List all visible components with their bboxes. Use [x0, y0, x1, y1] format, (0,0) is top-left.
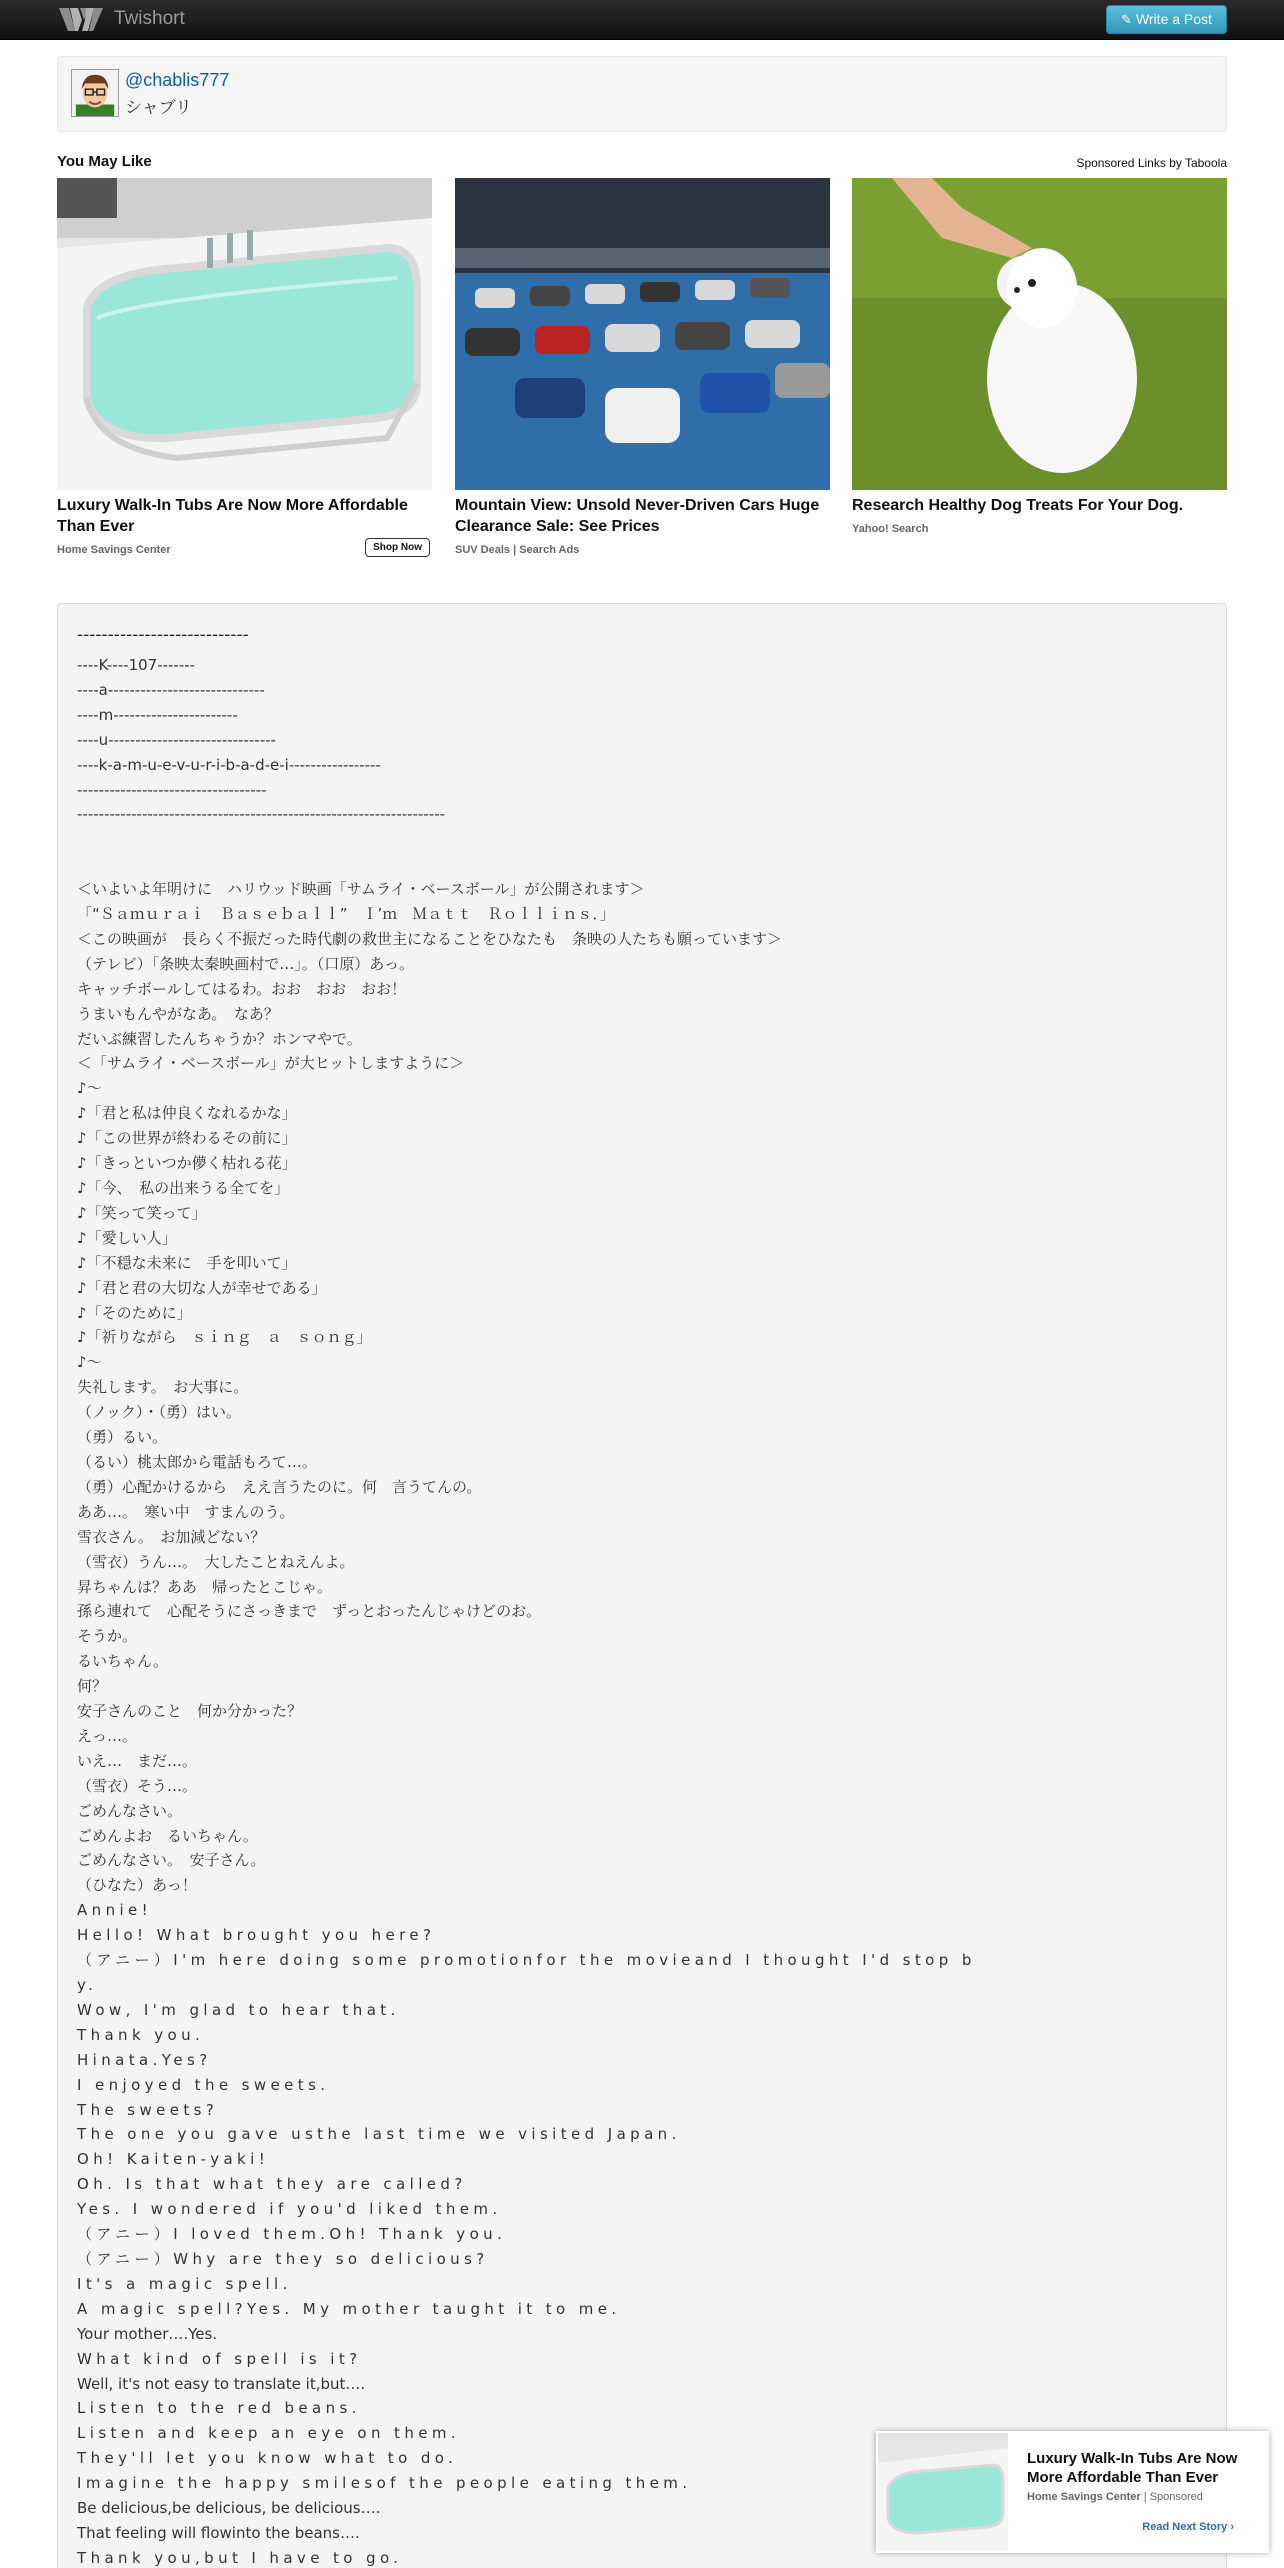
- post-line: y.: [77, 1976, 98, 1994]
- post-line: ♪「きっといつか儚く枯れる花」: [77, 1154, 297, 1173]
- post-line: 昇ちゃんは？ああ 帰ったとこじゃ。: [77, 1577, 333, 1596]
- post-line: 雪衣さん。 お加減どない？: [77, 1527, 266, 1546]
- post-line: ----m-----------------------: [77, 705, 238, 724]
- post-line: Yes. I wondered if you'd liked them.: [77, 2200, 502, 2219]
- post-line: ----a-----------------------------: [77, 680, 265, 699]
- floating-ad-title[interactable]: Luxury Walk-In Tubs Are Now More Affordable Than Ever: [1027, 2450, 1238, 2486]
- dog-image[interactable]: [852, 178, 1227, 490]
- shop-now-button[interactable]: Shop Now: [365, 538, 430, 557]
- post-line: ♪～: [77, 1079, 102, 1098]
- author-box: [57, 56, 1227, 132]
- post-line: ♪「この世界が終わるその前に」: [77, 1129, 297, 1148]
- post-line: That feeling will flowinto the beans….: [77, 2523, 360, 2542]
- post-line: Thank you,but I have to go.: [77, 2548, 403, 2567]
- post-line: ＜この映画が 長らく不振だった時代劇の救世主になることをひなたも 条映の人たちも願っています＞: [77, 929, 783, 948]
- post-line: [77, 852, 1207, 877]
- post-line: ＜いよいよ年明けに ハリウッド映画「サムライ・ベースボール」が公開されます＞: [77, 880, 645, 899]
- post-header-line: ----------------------------: [77, 625, 249, 645]
- post-line: （雪衣）そう…。: [77, 1776, 198, 1795]
- recommend-heading: You May Like: [57, 153, 152, 170]
- cars-image[interactable]: [455, 178, 830, 490]
- post-line: ♪「祈りながら ｓｉｎｇ ａ ｓｏｎｇ」: [77, 1328, 372, 1347]
- post-line: そうか。: [77, 1627, 138, 1646]
- post-line: 何？: [77, 1677, 108, 1696]
- post-line: -----------------------------------: [77, 780, 267, 799]
- post-line: だいぶ練習したんちゃうか？ホンマやで。: [77, 1029, 362, 1048]
- write-post-label: Write a Post: [1135, 11, 1212, 27]
- post-line: Listen and keep an eye on them.: [77, 2424, 461, 2443]
- sponsored-links-label[interactable]: Sponsored Links by Taboola: [1076, 156, 1227, 170]
- post-line: ♪「君と私は仲良くなれるかな」: [77, 1104, 297, 1123]
- brand-name[interactable]: Twishort: [114, 8, 185, 29]
- post-line: キャッチボールしてはるわ。おお おお おお！: [77, 979, 407, 998]
- floating-ad-image[interactable]: [878, 2433, 1008, 2551]
- post-line: ♪「そのために」: [77, 1303, 192, 1322]
- card-source: SUV Deals | Search Ads: [455, 544, 580, 556]
- post-line: Oh. Is that what they are called?: [77, 2175, 467, 2194]
- floating-ad-source-name: Home Savings Center: [1027, 2491, 1141, 2503]
- post-line: ----K----107-------: [77, 656, 196, 674]
- post-line: ♪「今、 私の出来うる全てを」: [77, 1179, 290, 1197]
- post-line: （アニー）Why are they so delicious?: [77, 2249, 489, 2268]
- read-next-story-link[interactable]: Read Next Story ›: [1142, 2521, 1234, 2533]
- post-line: Well, it's not easy to translate it,but….: [77, 2374, 366, 2393]
- top-navbar: [0, 0, 1284, 40]
- post-line: 孫ら連れて 心配そうにさっきまで ずっとおったんじゃけどのお。: [77, 1602, 542, 1621]
- post-line: [77, 827, 1207, 852]
- post-line: Oh! Kaiten-yaki!: [77, 2150, 270, 2169]
- write-post-button[interactable]: [1106, 5, 1227, 34]
- card-source: Yahoo! Search: [852, 523, 929, 535]
- post-line: It's a magic spell.: [77, 2274, 292, 2293]
- post-line: （勇）心配かけるから ええ言うたのに。何 言うてんの。: [77, 1477, 482, 1496]
- post-line: （ノック）・（勇）はい。: [77, 1403, 241, 1422]
- floating-ad-source: Home Savings Center | Sponsored: [1027, 2491, 1203, 2503]
- post-line: Listen to the red beans.: [77, 2399, 361, 2418]
- post-line: （アニー）I loved them.Oh! Thank you.: [77, 2225, 507, 2244]
- recommend-card-tub[interactable]: [57, 178, 432, 556]
- avatar[interactable]: [71, 69, 119, 117]
- post-line: Thank you.: [77, 2025, 205, 2044]
- post-line: （勇）るい。: [77, 1428, 168, 1447]
- post-line: ♪「笑って笑って」: [77, 1203, 207, 1222]
- post-line: I enjoyed the sweets.: [77, 2075, 330, 2094]
- post-line: The one you gave usthe last time we visited Japan.: [77, 2125, 681, 2144]
- post-line: They'll let you know what to do.: [77, 2449, 458, 2468]
- post-line: えっ…。: [77, 1726, 138, 1745]
- post-line: Annie!: [77, 1901, 153, 1920]
- author-handle-link[interactable]: @chablis777: [125, 70, 230, 90]
- post-line: （雪衣）うん…。 大したことねえんよ。: [77, 1552, 355, 1571]
- post-line: （アニー）I'm here doing some promotionfor the movieand I thought I'd stop b: [77, 1951, 976, 1970]
- post-line: ＜「サムライ・ベースボール」が大ヒットしますように＞: [77, 1054, 465, 1073]
- post-line: The sweets?: [77, 2100, 219, 2119]
- post-line: A magic spell?Yes. My mother taught it to me.: [77, 2299, 621, 2318]
- post-line: Imagine the happy smilesof the people eating them.: [77, 2474, 692, 2493]
- post-line: （テレビ）「条映太秦映画村で…」。（口原）あっ。: [77, 954, 415, 973]
- post-line: うまいもんやがなあ。 なあ？: [77, 1004, 279, 1023]
- card-title[interactable]: Luxury Walk-In Tubs Are Now More Affordable Than Ever: [57, 497, 408, 535]
- post-line: ♪～: [77, 1353, 102, 1372]
- twishort-logo-icon[interactable]: [58, 6, 104, 33]
- recommend-card-dog[interactable]: [852, 178, 1227, 535]
- card-title[interactable]: Mountain View: Unsold Never-Driven Cars Huge Clearance Sale: See Prices: [455, 497, 820, 535]
- post-line: What kind of spell is it?: [77, 2349, 362, 2368]
- post-line: Be delicious,be delicious, be delicious….: [77, 2499, 381, 2518]
- post-line: Wow, I'm glad to hear that.: [77, 2000, 400, 2019]
- card-title[interactable]: Research Healthy Dog Treats For Your Dog.: [852, 497, 1184, 514]
- card-source: Home Savings Center: [57, 544, 171, 556]
- post-line: Hinata.Yes?: [77, 2050, 212, 2069]
- author-display-name: シャブリ: [125, 98, 192, 117]
- post-line: ごめんなさい。: [77, 1801, 183, 1820]
- post-line: 「“Ｓａｍｕｒａｉ Ｂａｓｅｂａｌｌ” Ｉ’ｍ Ｍａｔｔ Ｒｏｌｌｉｎｓ．」: [77, 905, 615, 924]
- edit-icon: ✎: [1121, 12, 1132, 27]
- post-line: 失礼します。 お大事に。: [77, 1378, 249, 1397]
- post-line: るいちゃん。: [77, 1652, 168, 1671]
- post-line: （ひなた）あっ！: [77, 1876, 197, 1895]
- post-line: ごめんなさい。 安子さん。: [77, 1851, 266, 1870]
- post-text: [77, 653, 1207, 2568]
- recommend-card-cars[interactable]: [455, 178, 830, 556]
- post-line: --------------------------------------------------------------------: [77, 805, 446, 824]
- post-line: ♪「不穏な未来に 手を叩いて」: [77, 1253, 297, 1272]
- floating-ad[interactable]: [876, 2431, 1269, 2553]
- post-line: ----u-------------------------------: [77, 730, 276, 749]
- post-line: ああ…。 寒い中 すまんのう。: [77, 1502, 295, 1521]
- post-line: （るい）桃太郎から電話もろて…。: [77, 1452, 317, 1471]
- tub-image[interactable]: [57, 178, 432, 490]
- post-line: 安子さんのこと 何か分かった？: [77, 1702, 303, 1721]
- post-line: ♪「君と君の大切な人が幸せである」: [77, 1278, 327, 1297]
- post-line: ごめんよお るいちゃん。: [77, 1826, 258, 1845]
- post-body: [57, 603, 1227, 2568]
- post-line: いえ… まだ…。: [77, 1751, 198, 1770]
- post-line: Hello! What brought you here?: [77, 1926, 436, 1945]
- floating-ad-sponsored: Sponsored: [1149, 2491, 1203, 2503]
- post-line: ♪「愛しい人」: [77, 1228, 177, 1247]
- post-line: ----k-a-m-u-e-v-u-r-i-b-a-d-e-i-----------------: [77, 755, 381, 774]
- post-line: Your mother….Yes.: [77, 2324, 218, 2343]
